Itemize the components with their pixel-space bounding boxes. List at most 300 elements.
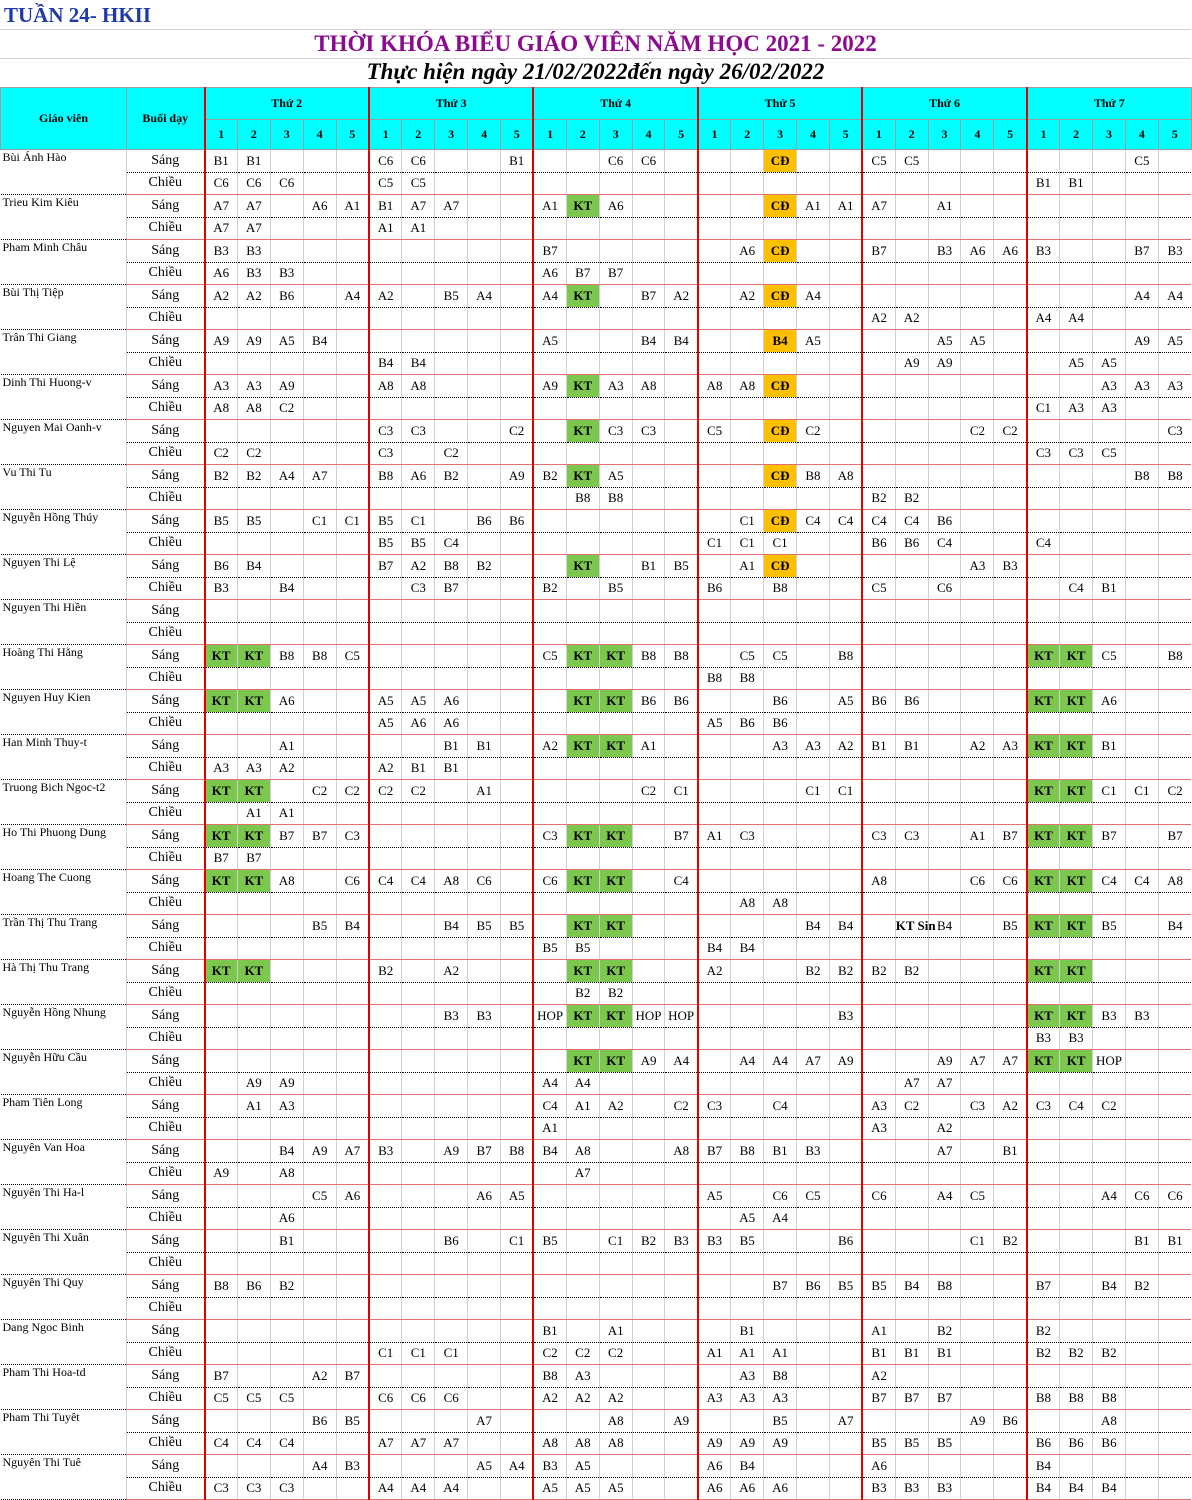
schedule-cell [1158, 217, 1191, 240]
schedule-cell: B1 [435, 735, 468, 758]
schedule-cell [566, 1252, 599, 1275]
schedule-cell: A6 [599, 195, 632, 218]
schedule-cell [994, 1072, 1027, 1095]
schedule-cell: A5 [533, 1477, 566, 1500]
schedule-cell [336, 555, 369, 578]
schedule-cell [1158, 262, 1191, 285]
schedule-cell [1158, 1410, 1191, 1433]
schedule-cell [862, 982, 895, 1005]
table-row [1, 262, 1192, 285]
schedule-cell [829, 1117, 862, 1140]
schedule-cell [270, 420, 303, 443]
schedule-cell: C6 [205, 172, 238, 195]
schedule-cell [994, 195, 1027, 218]
schedule-cell: B3 [270, 262, 303, 285]
schedule-cell: B4 [270, 577, 303, 600]
session-label: Sáng [127, 915, 205, 938]
schedule-cell [1158, 690, 1191, 713]
schedule-cell [928, 712, 961, 735]
schedule-cell [698, 1050, 731, 1073]
schedule-cell [1093, 285, 1126, 308]
schedule-cell [1027, 195, 1060, 218]
schedule-cell [369, 1050, 402, 1073]
schedule-cell [402, 1320, 435, 1343]
schedule-cell [1027, 150, 1060, 173]
schedule-cell [862, 802, 895, 825]
schedule-cell: A2 [928, 1117, 961, 1140]
schedule-cell [533, 510, 566, 533]
schedule-cell [1093, 195, 1126, 218]
schedule-cell [468, 1050, 501, 1073]
schedule-cell [533, 1207, 566, 1230]
schedule-cell [369, 1275, 402, 1298]
session-label: Chiều [127, 667, 205, 690]
schedule-cell [994, 1027, 1027, 1050]
schedule-cell [237, 937, 270, 960]
schedule-cell [599, 712, 632, 735]
schedule-cell [336, 150, 369, 173]
schedule-cell [961, 1342, 994, 1365]
schedule-cell [1158, 1207, 1191, 1230]
teacher-name: Hà Thị Thu Trang [1, 960, 127, 1005]
schedule-cell [501, 1072, 534, 1095]
schedule-cell [270, 1185, 303, 1208]
teacher-name: Han Minh Thuy-t [1, 735, 127, 780]
schedule-cell [533, 217, 566, 240]
schedule-cell [961, 1162, 994, 1185]
schedule-cell [665, 600, 698, 623]
schedule-cell: A1 [468, 780, 501, 803]
schedule-cell: B2 [1060, 1342, 1093, 1365]
schedule-cell [632, 1185, 665, 1208]
teacher-name: Truong Bich Ngoc-t2 [1, 780, 127, 825]
schedule-cell [1158, 150, 1191, 173]
schedule-cell: B5 [468, 915, 501, 938]
schedule-cell [1158, 712, 1191, 735]
schedule-cell: A5 [599, 465, 632, 488]
schedule-cell: A3 [862, 1095, 895, 1118]
schedule-cell: A3 [1093, 397, 1126, 420]
schedule-cell [270, 307, 303, 330]
schedule-cell [1027, 352, 1060, 375]
schedule-cell [1093, 1365, 1126, 1388]
schedule-cell: A7 [928, 1072, 961, 1095]
schedule-cell [1093, 465, 1126, 488]
schedule-cell: A5 [1158, 330, 1191, 353]
table-row [1, 307, 1192, 330]
schedule-cell [1027, 600, 1060, 623]
schedule-cell [895, 420, 928, 443]
schedule-cell [1027, 712, 1060, 735]
schedule-cell [632, 915, 665, 938]
schedule-cell [928, 262, 961, 285]
schedule-cell [303, 847, 336, 870]
schedule-cell [1060, 285, 1093, 308]
schedule-cell [336, 982, 369, 1005]
schedule-cell: C3 [895, 825, 928, 848]
schedule-cell: B1 [369, 195, 402, 218]
schedule-cell [205, 1140, 238, 1163]
schedule-cell [1060, 555, 1093, 578]
schedule-cell [435, 1365, 468, 1388]
schedule-cell [895, 780, 928, 803]
schedule-cell: A1 [764, 1342, 797, 1365]
schedule-cell [994, 1185, 1027, 1208]
schedule-cell: C1 [501, 1230, 534, 1253]
schedule-cell: A4 [731, 1050, 764, 1073]
schedule-cell [1158, 510, 1191, 533]
schedule-cell [533, 487, 566, 510]
schedule-cell: B1 [1125, 1230, 1158, 1253]
schedule-cell [1158, 1162, 1191, 1185]
schedule-cell [731, 330, 764, 353]
schedule-cell: A8 [829, 465, 862, 488]
schedule-cell [928, 757, 961, 780]
table-row [1, 802, 1192, 825]
schedule-cell [1125, 420, 1158, 443]
table-row [1, 1365, 1192, 1388]
schedule-cell [665, 667, 698, 690]
schedule-cell [533, 780, 566, 803]
schedule-cell [1027, 1365, 1060, 1388]
schedule-cell [829, 1455, 862, 1478]
schedule-cell: B5 [402, 532, 435, 555]
table-row [1, 1207, 1192, 1230]
schedule-cell: A6 [270, 1207, 303, 1230]
schedule-cell [632, 532, 665, 555]
period-header: 4 [961, 120, 994, 150]
schedule-cell [797, 352, 830, 375]
schedule-cell: B1 [205, 150, 238, 173]
schedule-cell: KT [1060, 1050, 1093, 1073]
schedule-cell [665, 1185, 698, 1208]
schedule-cell [303, 600, 336, 623]
schedule-cell [862, 1162, 895, 1185]
schedule-cell [237, 1320, 270, 1343]
schedule-cell [895, 195, 928, 218]
schedule-cell [435, 825, 468, 848]
schedule-cell [632, 847, 665, 870]
schedule-cell [1125, 802, 1158, 825]
schedule-cell [1027, 1140, 1060, 1163]
schedule-cell [862, 1297, 895, 1320]
schedule-cell [1125, 1365, 1158, 1388]
schedule-cell: C1 [961, 1230, 994, 1253]
schedule-cell [862, 915, 895, 938]
schedule-cell [435, 802, 468, 825]
schedule-cell: KT [1060, 645, 1093, 668]
schedule-cell [895, 712, 928, 735]
schedule-cell [928, 285, 961, 308]
table-row [1, 1140, 1192, 1163]
schedule-cell [303, 802, 336, 825]
schedule-cell: B1 [632, 555, 665, 578]
schedule-cell: C6 [1125, 1185, 1158, 1208]
schedule-cell: C5 [731, 645, 764, 668]
schedule-cell: KT Sin [895, 915, 928, 938]
schedule-cell [994, 1275, 1027, 1298]
period-header: 5 [994, 120, 1027, 150]
schedule-cell [994, 1005, 1027, 1028]
schedule-cell: B3 [1027, 240, 1060, 263]
schedule-cell [764, 1455, 797, 1478]
table-row [1, 1455, 1192, 1478]
schedule-cell [270, 622, 303, 645]
session-label: Sáng [127, 150, 205, 173]
schedule-cell [468, 1162, 501, 1185]
schedule-cell: B1 [402, 757, 435, 780]
schedule-cell [731, 442, 764, 465]
schedule-cell: A3 [270, 1095, 303, 1118]
schedule-cell [369, 397, 402, 420]
schedule-cell [961, 1477, 994, 1500]
schedule-cell [1027, 667, 1060, 690]
schedule-cell [665, 960, 698, 983]
schedule-cell [895, 1117, 928, 1140]
schedule-cell: B5 [435, 285, 468, 308]
schedule-cell [566, 532, 599, 555]
schedule-cell [1093, 892, 1126, 915]
schedule-cell [402, 1365, 435, 1388]
schedule-cell [797, 1320, 830, 1343]
schedule-cell [829, 352, 862, 375]
schedule-cell: A6 [435, 690, 468, 713]
schedule-cell [566, 510, 599, 533]
schedule-cell [1060, 1275, 1093, 1298]
schedule-cell [1093, 622, 1126, 645]
schedule-cell [402, 442, 435, 465]
schedule-cell: B1 [862, 1342, 895, 1365]
schedule-cell: A6 [435, 712, 468, 735]
schedule-cell [862, 1050, 895, 1073]
schedule-cell: CĐ [764, 555, 797, 578]
schedule-cell: C3 [1027, 442, 1060, 465]
schedule-cell: C5 [237, 1387, 270, 1410]
schedule-cell [369, 1230, 402, 1253]
schedule-cell: A1 [270, 802, 303, 825]
schedule-cell [961, 712, 994, 735]
schedule-cell [928, 870, 961, 893]
schedule-cell: C1 [829, 780, 862, 803]
schedule-cell [369, 1365, 402, 1388]
schedule-cell [533, 622, 566, 645]
schedule-cell [994, 150, 1027, 173]
schedule-cell [303, 285, 336, 308]
table-row [1, 1275, 1192, 1298]
teacher-name: Nguyên Thi Ha-l [1, 1185, 127, 1230]
schedule-cell [1093, 1252, 1126, 1275]
schedule-cell [533, 1162, 566, 1185]
period-header: 1 [1027, 120, 1060, 150]
schedule-cell [994, 1477, 1027, 1500]
schedule-cell: C2 [205, 442, 238, 465]
schedule-cell [764, 307, 797, 330]
session-label: Sáng [127, 690, 205, 713]
schedule-cell: B6 [764, 712, 797, 735]
schedule-cell: C2 [1158, 780, 1191, 803]
schedule-cell: C2 [402, 780, 435, 803]
schedule-cell [632, 307, 665, 330]
schedule-cell [731, 870, 764, 893]
schedule-cell [895, 982, 928, 1005]
schedule-cell [237, 1207, 270, 1230]
schedule-cell [435, 397, 468, 420]
schedule-cell: B4 [665, 330, 698, 353]
schedule-cell [369, 1005, 402, 1028]
schedule-cell: B2 [270, 1275, 303, 1298]
schedule-cell: C5 [698, 420, 731, 443]
schedule-cell: B8 [566, 487, 599, 510]
schedule-cell [501, 1365, 534, 1388]
schedule-cell [1093, 262, 1126, 285]
schedule-cell [994, 285, 1027, 308]
schedule-cell: KT [205, 690, 238, 713]
schedule-cell [632, 352, 665, 375]
schedule-cell [994, 802, 1027, 825]
schedule-cell [468, 847, 501, 870]
table-row [1, 352, 1192, 375]
schedule-cell [731, 577, 764, 600]
schedule-cell [895, 1252, 928, 1275]
schedule-cell [1093, 960, 1126, 983]
schedule-cell [501, 802, 534, 825]
schedule-cell [435, 307, 468, 330]
schedule-cell [994, 532, 1027, 555]
schedule-cell [829, 1342, 862, 1365]
schedule-cell [961, 1005, 994, 1028]
schedule-cell: KT [566, 960, 599, 983]
schedule-cell [829, 442, 862, 465]
schedule-cell [862, 757, 895, 780]
schedule-cell [336, 442, 369, 465]
schedule-cell [501, 240, 534, 263]
schedule-cell [632, 262, 665, 285]
schedule-cell [303, 307, 336, 330]
schedule-cell: A3 [862, 1117, 895, 1140]
schedule-cell [1125, 735, 1158, 758]
schedule-cell: A7 [435, 195, 468, 218]
schedule-cell [533, 1050, 566, 1073]
schedule-cell: C2 [599, 1342, 632, 1365]
schedule-cell [961, 487, 994, 510]
table-row [1, 487, 1192, 510]
schedule-cell [928, 555, 961, 578]
schedule-cell [303, 1005, 336, 1028]
schedule-cell [303, 622, 336, 645]
schedule-cell: A9 [205, 330, 238, 353]
schedule-cell: KT [599, 735, 632, 758]
schedule-cell [402, 847, 435, 870]
schedule-cell [1060, 802, 1093, 825]
schedule-cell [336, 262, 369, 285]
schedule-cell: B5 [369, 532, 402, 555]
session-label: Chiều [127, 622, 205, 645]
schedule-cell: CĐ [764, 420, 797, 443]
schedule-cell: C1 [764, 532, 797, 555]
schedule-cell [435, 847, 468, 870]
schedule-cell [336, 577, 369, 600]
schedule-cell [1125, 915, 1158, 938]
schedule-cell [533, 532, 566, 555]
schedule-cell [402, 1185, 435, 1208]
schedule-cell [632, 982, 665, 1005]
schedule-cell [303, 442, 336, 465]
schedule-cell: A2 [303, 1365, 336, 1388]
schedule-cell [369, 1072, 402, 1095]
schedule-cell [533, 442, 566, 465]
schedule-cell [205, 1027, 238, 1050]
schedule-cell [599, 240, 632, 263]
schedule-cell [566, 622, 599, 645]
teacher-name: Nguyên Van Hoa [1, 1140, 127, 1185]
schedule-cell [698, 645, 731, 668]
schedule-cell [435, 217, 468, 240]
schedule-cell [468, 375, 501, 398]
session-label: Chiều [127, 397, 205, 420]
session-label: Sáng [127, 420, 205, 443]
schedule-cell: A6 [533, 262, 566, 285]
schedule-cell: A5 [533, 330, 566, 353]
schedule-cell: KT [566, 1050, 599, 1073]
schedule-cell [829, 172, 862, 195]
schedule-cell [764, 622, 797, 645]
schedule-cell: A5 [468, 1455, 501, 1478]
schedule-cell [336, 622, 369, 645]
schedule-cell: A6 [468, 1185, 501, 1208]
schedule-cell: B6 [1060, 1432, 1093, 1455]
schedule-cell: A7 [928, 1140, 961, 1163]
schedule-cell [632, 892, 665, 915]
schedule-cell: B5 [862, 1275, 895, 1298]
schedule-cell: A6 [862, 1455, 895, 1478]
schedule-cell [1125, 532, 1158, 555]
schedule-cell [994, 1455, 1027, 1478]
schedule-cell [994, 645, 1027, 668]
schedule-cell [764, 847, 797, 870]
schedule-cell [435, 352, 468, 375]
schedule-cell: KT [237, 645, 270, 668]
table-row [1, 577, 1192, 600]
schedule-cell: KT [599, 1050, 632, 1073]
schedule-cell: KT [205, 780, 238, 803]
schedule-cell [731, 397, 764, 420]
schedule-cell [731, 1410, 764, 1433]
schedule-cell [1158, 982, 1191, 1005]
schedule-cell [1125, 1252, 1158, 1275]
schedule-cell: B4 [1093, 1275, 1126, 1298]
period-header: 5 [829, 120, 862, 150]
schedule-cell [303, 172, 336, 195]
schedule-cell [270, 847, 303, 870]
schedule-cell [468, 487, 501, 510]
schedule-cell [1093, 667, 1126, 690]
schedule-cell [731, 1297, 764, 1320]
schedule-cell: A1 [961, 825, 994, 848]
schedule-cell: B3 [665, 1230, 698, 1253]
schedule-cell [270, 1320, 303, 1343]
schedule-cell [402, 1027, 435, 1050]
schedule-cell [1125, 1477, 1158, 1500]
schedule-cell: B3 [994, 555, 1027, 578]
schedule-cell: C1 [731, 510, 764, 533]
schedule-cell: B4 [1060, 1477, 1093, 1500]
schedule-cell [402, 1252, 435, 1275]
schedule-cell [1060, 1072, 1093, 1095]
session-label: Chiều [127, 1387, 205, 1410]
schedule-cell: A5 [928, 330, 961, 353]
table-row [1, 645, 1192, 668]
schedule-cell [336, 1005, 369, 1028]
